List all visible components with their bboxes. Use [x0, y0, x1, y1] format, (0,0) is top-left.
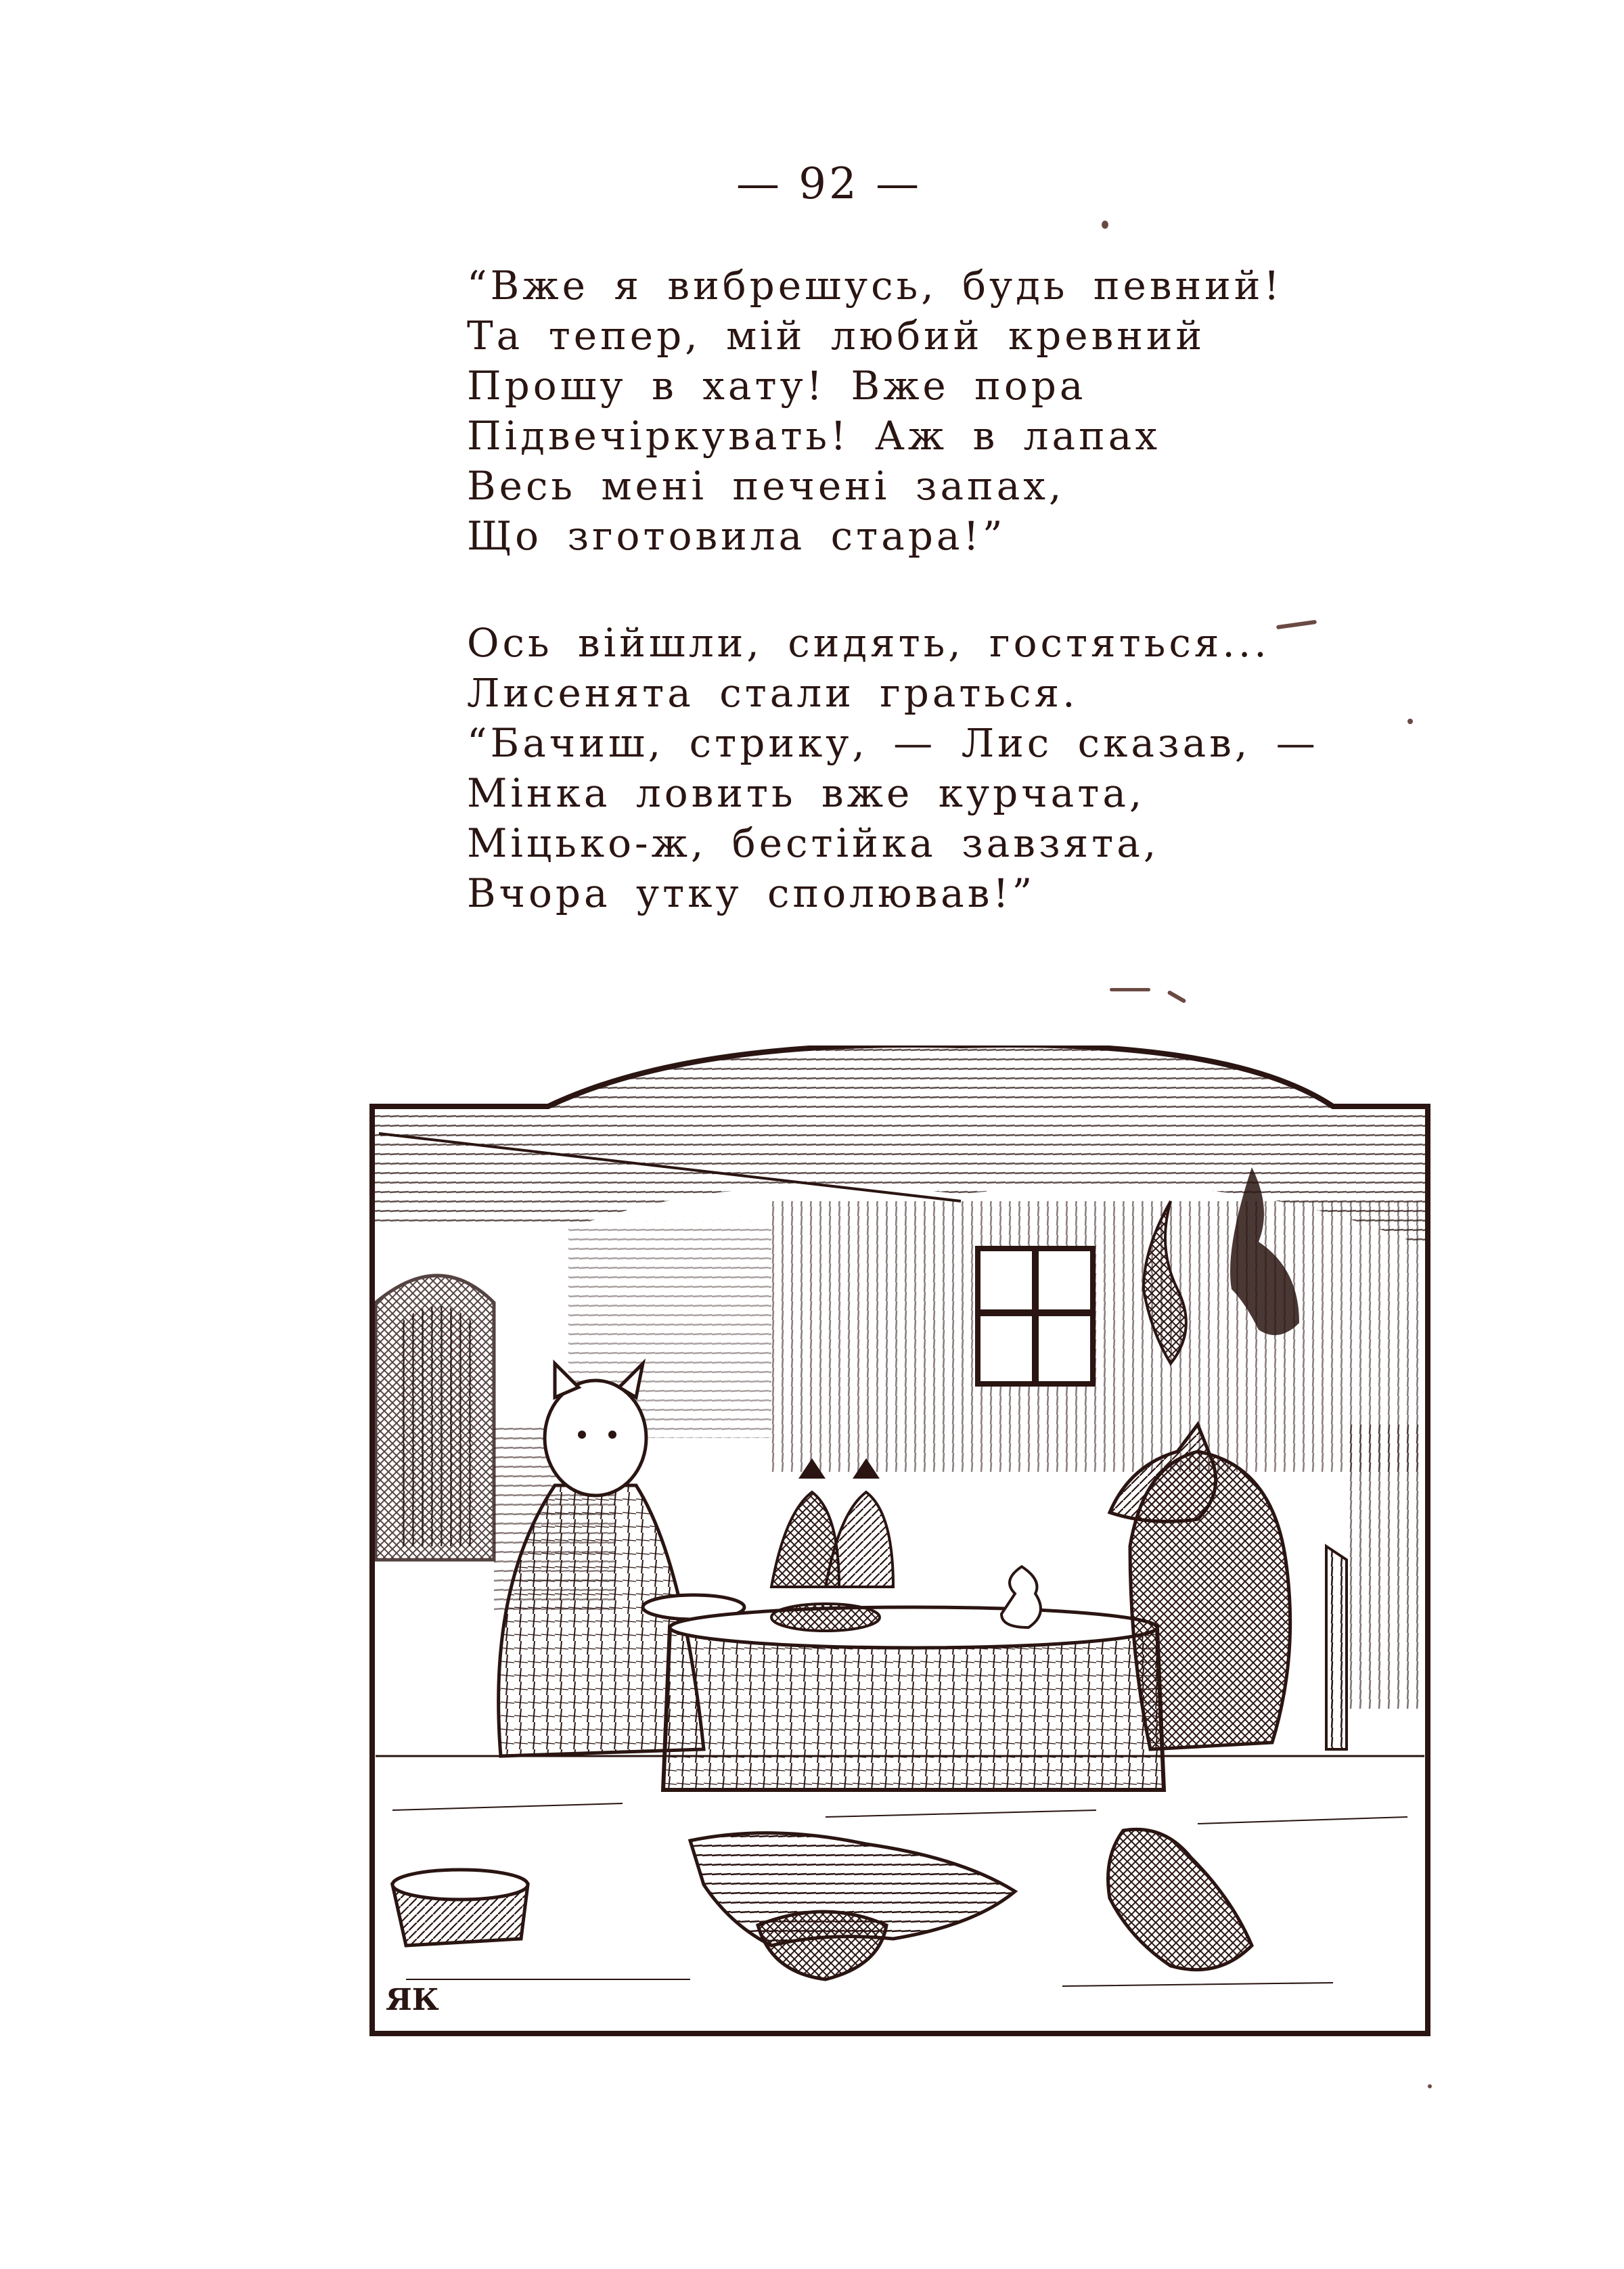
print-speck: [1167, 990, 1187, 1004]
illustration: [352, 1046, 1435, 2037]
stanza-2: [467, 618, 1414, 918]
poem-line: Прошу в хату! Вже пора: [467, 363, 1087, 409]
poem-line: Міцько-ж, бестійка завзята,: [467, 820, 1160, 866]
poem-line: Що зготовила стара!”: [467, 513, 1006, 559]
poem-line: Та тепер, мій любий кревний: [467, 313, 1206, 359]
poem-line: Вчора утку сполював!”: [467, 870, 1036, 916]
print-speck: [1102, 221, 1108, 229]
poem-line: Підвечіркувать! Аж в лапах: [467, 413, 1161, 459]
artist-monogram: ЯК: [386, 1983, 439, 2017]
window: [978, 1249, 1093, 1384]
poem-line: Весь мені печені запах,: [467, 463, 1065, 509]
page-number: — 92 —: [736, 159, 922, 209]
poem-line: Лисенята стали граться.: [467, 670, 1079, 716]
stanza-1: [467, 261, 1414, 561]
print-speck: [1407, 719, 1413, 724]
poem-line: “Вже я вибрешусь, будь певний!: [467, 263, 1283, 309]
poem-line: Мінка ловить вже курчата,: [467, 770, 1146, 816]
stool: [392, 1870, 528, 1946]
poem-line: “Бачиш, стрику, — Лис сказав, —: [467, 720, 1319, 766]
poem-line: Ось війшли, сидять, гостяться...: [467, 620, 1270, 666]
print-speck: [1428, 2084, 1432, 2088]
doorway: [376, 1276, 494, 1560]
print-speck: [1110, 988, 1150, 991]
